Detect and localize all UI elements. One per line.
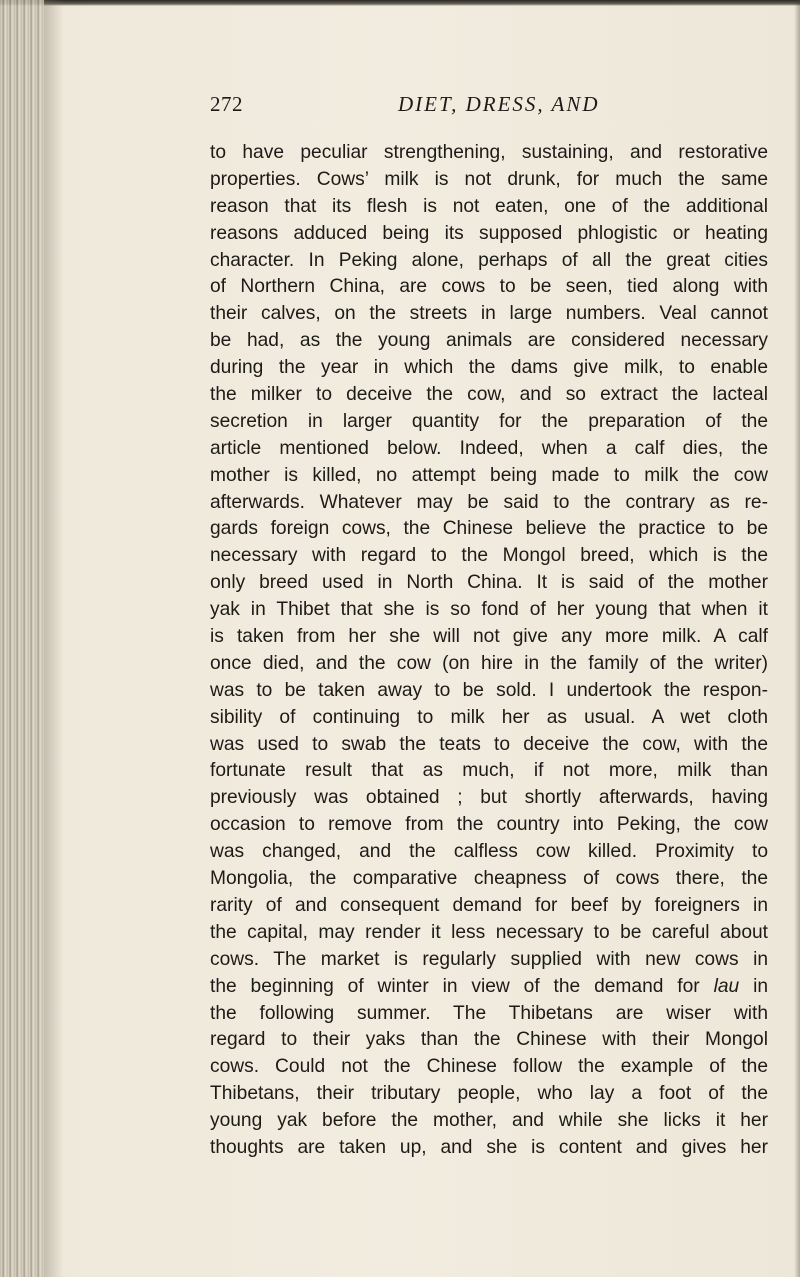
text-line: mother is killed, no attempt being made to milk the cow [210,464,768,486]
page-right-edge [794,0,800,1277]
text-line: the following summer. The Thibetans are wiser with [210,1002,768,1024]
text-line: afterwards. Whatever may be said to the contrary as re- [210,491,768,513]
text-line: occasion to remove from the country into Peking, the cow [210,814,768,836]
text-line: secretion in larger quantity for the preparation of the [210,410,768,432]
text-line: young yak before the mother, and while she licks it her [210,1110,768,1132]
page-number: 272 [210,92,243,116]
italic-term: lau [713,975,740,997]
text-line: was to be taken away to be sold. I undertook the respon- [210,679,768,701]
text-line: rarity of and consequent demand for beef by foreigners in [210,894,768,916]
text-line [210,974,768,1001]
text-line: reason that its flesh is not eaten, one of the additional [210,195,768,217]
text-line: their calves, on the streets in large numbers. Veal cannot [210,303,768,325]
page-header [210,92,770,122]
text-line: is taken from her she will not give any more milk. A calf [210,626,768,648]
text-line: reasons adduced being its supposed phlogistic or heating [210,222,768,244]
text-line: gards foreign cows, the Chinese believe the practice to be [210,518,768,540]
text-line: Thibetans, their tributary people, who lay a foot of the [210,1083,768,1105]
text-line: fortunate result that as much, if not more, milk than [210,760,768,782]
text-segment: in [739,975,768,997]
book-binding-edge [0,0,44,1277]
text-line: of Northern China, are cows to be seen, tied along with [210,276,768,298]
text-line: regard to their yaks than the Chinese with their Mongol [210,1029,768,1051]
text-line: was used to swab the teats to deceive the cow, with the [210,733,768,755]
running-head: DIET, DRESS, AND [398,92,600,116]
text-line: article mentioned below. Indeed, when a calf dies, the [210,437,768,459]
text-segment: the beginning of winter in view of the demand for [210,975,714,997]
text-line: the milker to deceive the cow, and so extract the lacteal [210,384,768,406]
text-line: to have peculiar strengthening, sustaining, and restorative [210,142,768,163]
text-line: thoughts are taken up, and she is content and gives her [210,1136,768,1158]
text-line: only breed used in North China. It is said of the mother [210,572,768,594]
body-text [210,140,768,1162]
text-line: the capital, may render it less necessary to be careful about [210,921,768,943]
text-line: Mongolia, the comparative cheapness of cows there, the [210,868,768,890]
text-line: during the year in which the dams give milk, to enable [210,357,768,379]
text-line: yak in Thibet that she is so fond of her young that when it [210,599,768,621]
text-line: sibility of continuing to milk her as usual. A wet cloth [210,706,768,728]
page-top-edge [0,0,800,6]
text-line: was changed, and the calfless cow killed. Proximity to [210,841,768,863]
gutter-shadow [44,0,64,1277]
text-line: cows. Could not the Chinese follow the example of the [210,1056,768,1078]
text-line: be had, as the young animals are considered necessary [210,330,768,352]
text-line: properties. Cows’ milk is not drunk, for much the same [210,168,768,190]
text-line: cows. The market is regularly supplied with new cows in [210,948,768,970]
text-line: character. In Peking alone, perhaps of all the great cities [210,249,768,271]
text-line: previously was obtained ; but shortly afterwards, having [210,787,768,809]
text-line: once died, and the cow (on hire in the family of the writer) [210,652,768,674]
text-line: necessary with regard to the Mongol breed, which is the [210,545,768,567]
